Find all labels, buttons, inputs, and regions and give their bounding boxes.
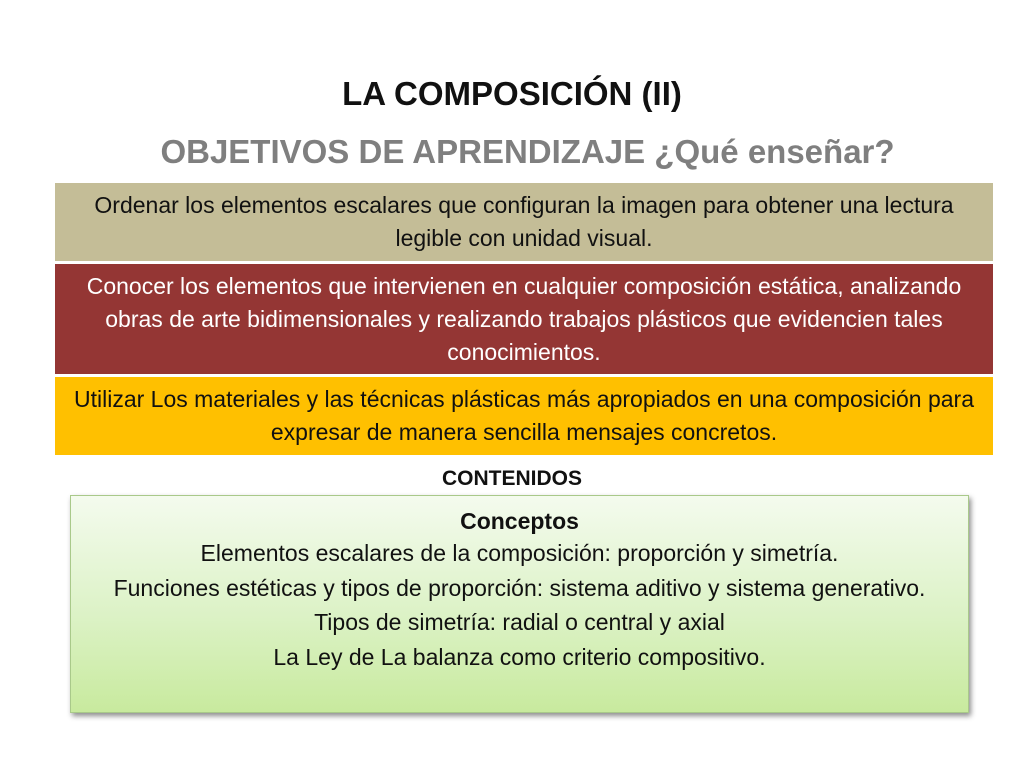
objective-3-text: Utilizar Los materiales y las técnicas plásticas más apropiados en una composición para expresar de manera sencilla mensajes concretos. [74, 386, 974, 445]
slide-title: LA COMPOSICIÓN (II) [342, 75, 682, 112]
objective-1-text: Ordenar los elementos escalares que configuran la imagen para obtener una lectura legible con unidad visual. [94, 192, 954, 251]
objective-1 [55, 183, 993, 261]
contents-box [70, 495, 969, 713]
concept-item-4: La Ley de La balanza como criterio compositivo. [273, 643, 766, 670]
concept-item-1: Elementos escalares de la composición: proporción y simetría. [200, 540, 839, 566]
slide-subtitle: OBJETIVOS DE APRENDIZAJE ¿Qué enseñar? [160, 133, 895, 170]
concepts-heading: Conceptos [460, 508, 579, 534]
contents-heading: CONTENIDOS [441, 467, 582, 490]
concept-item-2: Funciones estéticas y tipos de proporción: sistema aditivo y sistema generativo. [113, 574, 926, 601]
concept-item-3: Tipos de simetría: radial o central y axial [314, 609, 725, 635]
objective-3 [55, 377, 993, 455]
objective-2 [55, 264, 993, 374]
objective-2-text: Conocer los elementos que intervienen en cualquier composición estática, analizando obras de arte bidimensionales y realizando trabajos plásticos que evidencien tales conocimientos. [86, 272, 962, 365]
